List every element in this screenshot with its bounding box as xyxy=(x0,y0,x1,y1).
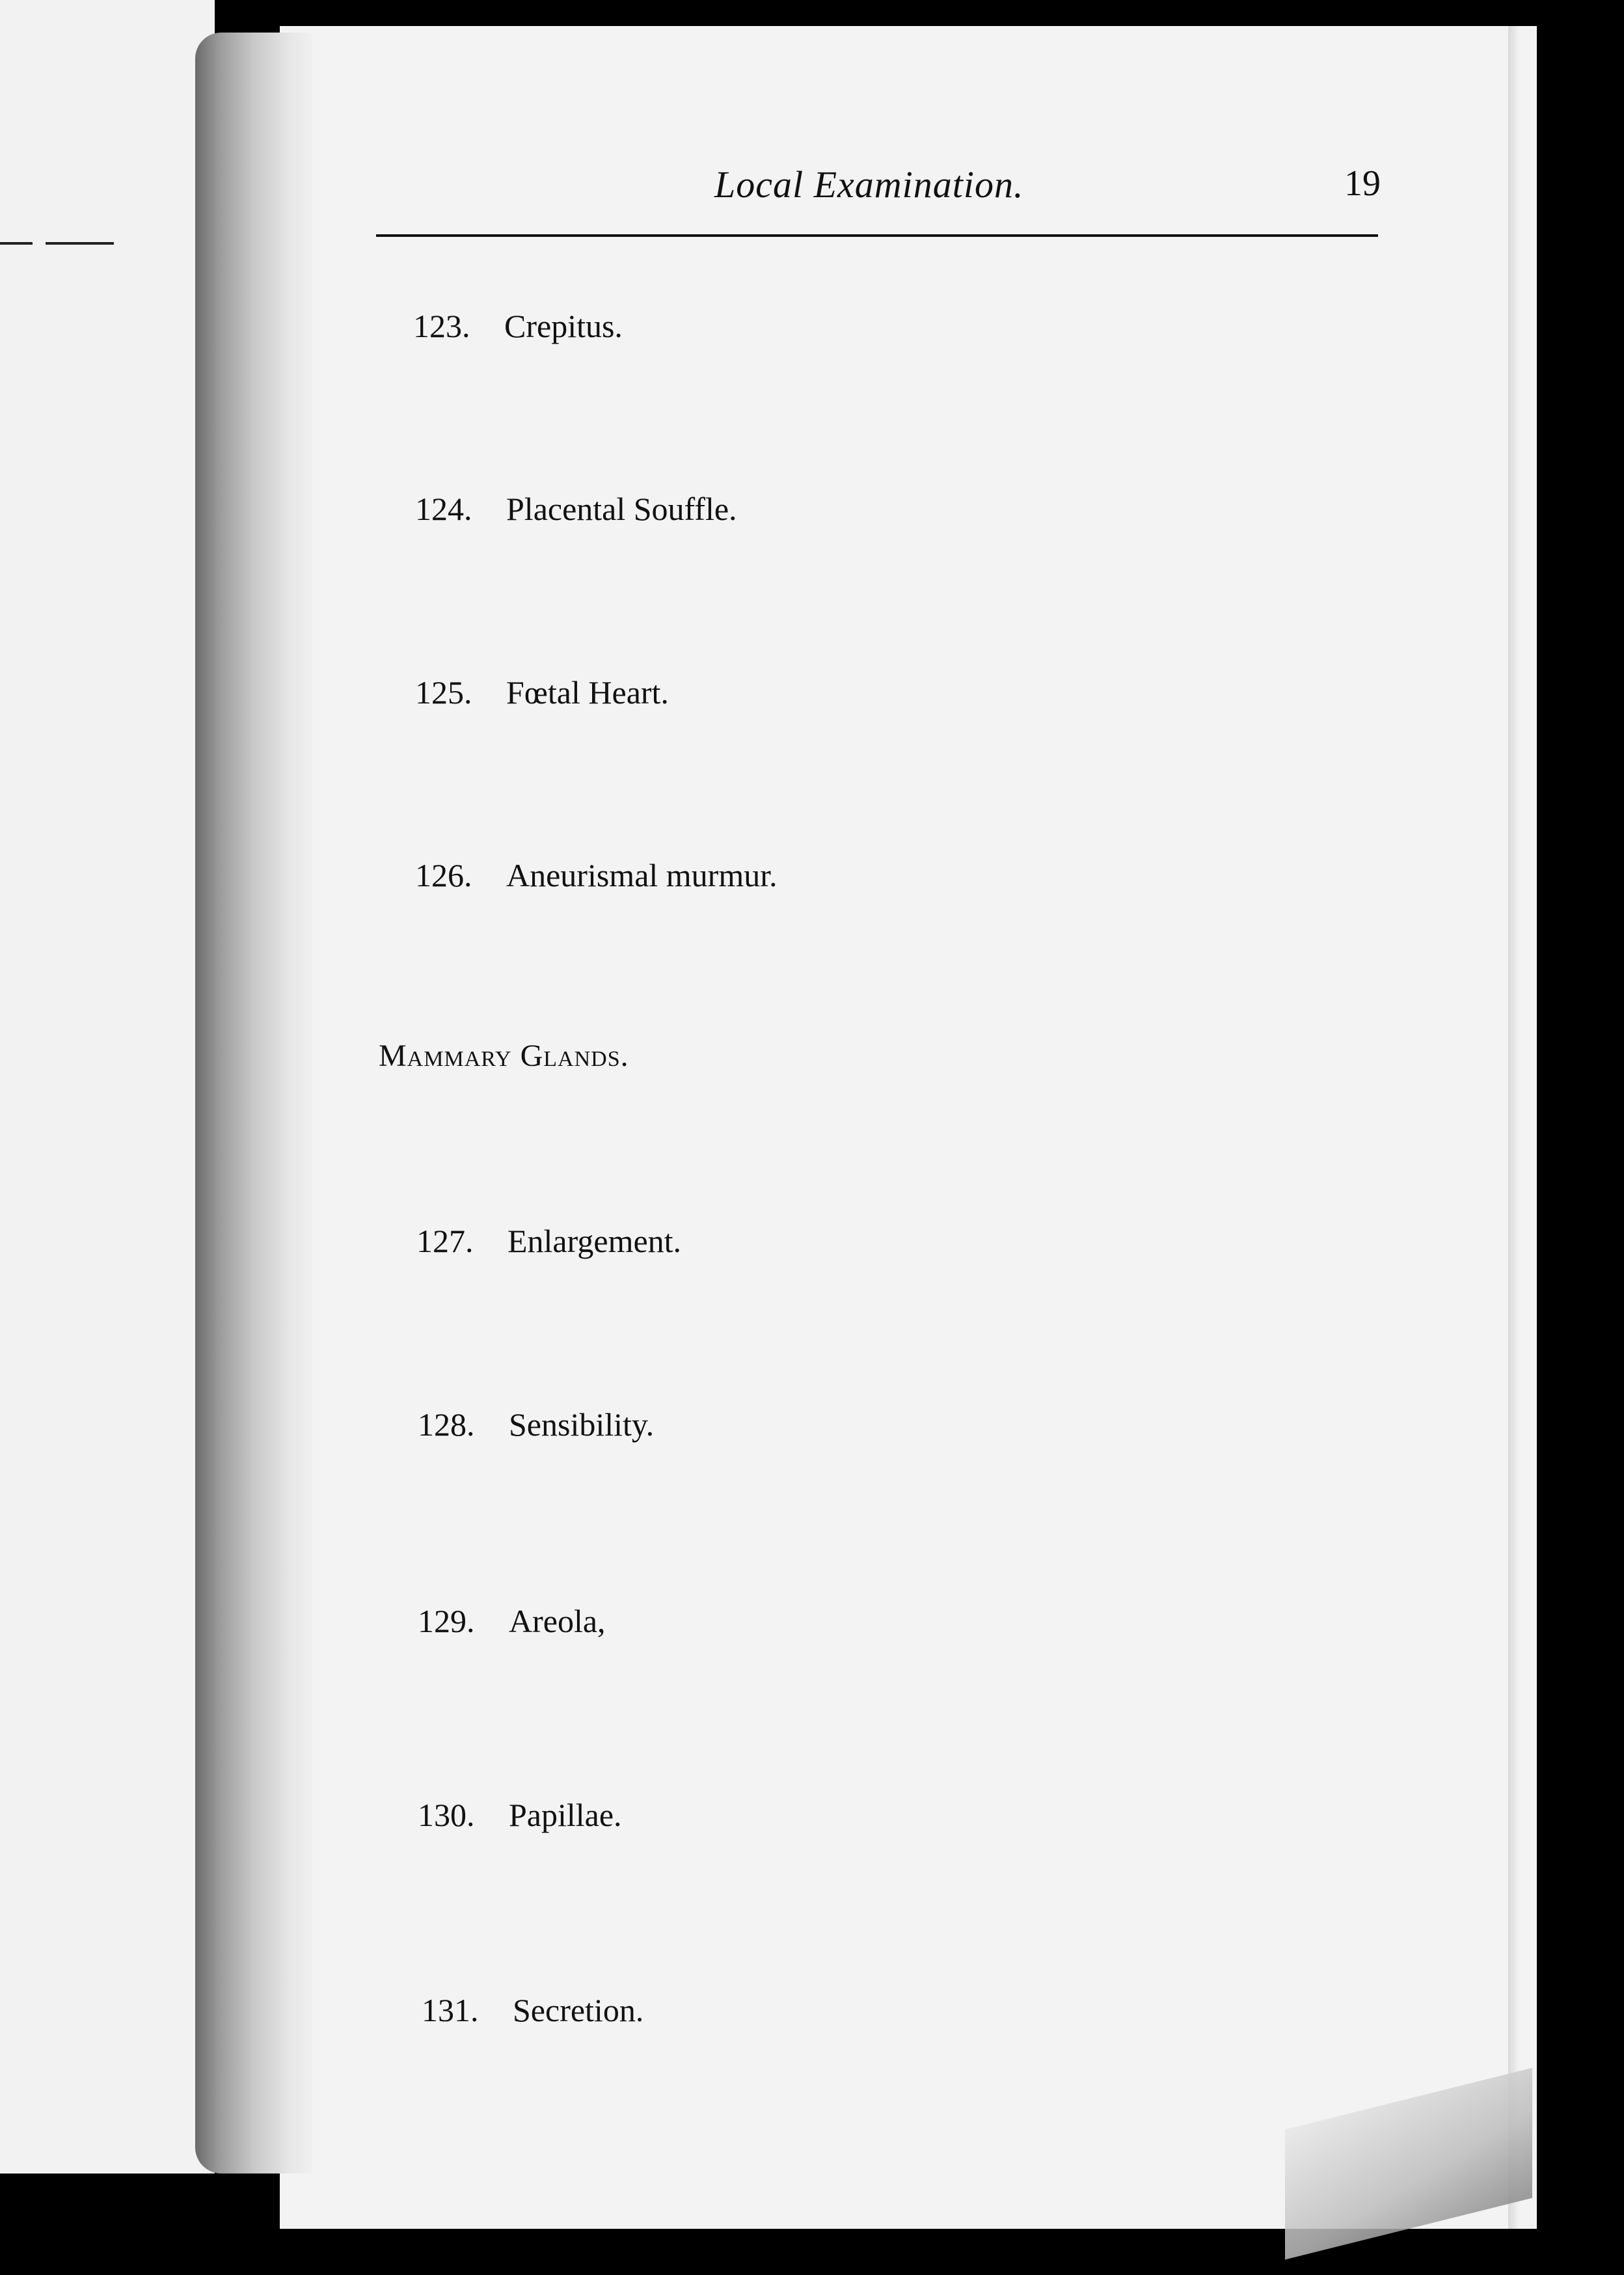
list-item xyxy=(418,1796,622,1834)
item-number: 123. xyxy=(413,308,470,344)
item-number: 126. xyxy=(415,857,472,893)
item-number: 131. xyxy=(422,1992,479,2028)
previous-page xyxy=(0,0,215,2173)
item-text: Papillae. xyxy=(509,1797,622,1833)
previous-page-rule-fragment xyxy=(0,242,33,245)
item-number: 130. xyxy=(418,1797,475,1833)
item-number: 127. xyxy=(416,1223,474,1259)
item-text: Crepitus. xyxy=(504,308,623,344)
item-text: Areola, xyxy=(509,1603,606,1639)
section-heading: Mammary Glands. xyxy=(379,1039,629,1073)
previous-page-rule-fragment xyxy=(46,242,114,245)
list-item xyxy=(415,490,737,528)
item-text: Enlargement. xyxy=(508,1223,682,1259)
item-number: 124. xyxy=(415,491,472,527)
item-text: Secretion. xyxy=(513,1992,644,2028)
list-item xyxy=(418,1406,654,1443)
list-item xyxy=(415,674,669,711)
list-item xyxy=(413,307,623,345)
list-item xyxy=(418,1602,606,1640)
list-item xyxy=(422,1991,643,2029)
running-head: Local Examination. xyxy=(714,163,1024,206)
item-text: Aneurismal murmur. xyxy=(506,857,778,893)
item-text: Fœtal Heart. xyxy=(506,674,669,711)
item-number: 129. xyxy=(418,1603,475,1639)
item-number: 128. xyxy=(418,1406,475,1443)
item-text: Placental Souffle. xyxy=(506,491,737,527)
page-number: 19 xyxy=(1344,163,1381,204)
list-item xyxy=(416,1222,681,1260)
list-item xyxy=(415,856,778,894)
item-text: Sensibility. xyxy=(509,1406,655,1443)
current-page xyxy=(280,26,1537,2229)
page-edge xyxy=(1508,26,1520,2229)
binding-gutter xyxy=(195,33,312,2173)
header-rule xyxy=(376,234,1378,237)
item-number: 125. xyxy=(415,674,472,711)
